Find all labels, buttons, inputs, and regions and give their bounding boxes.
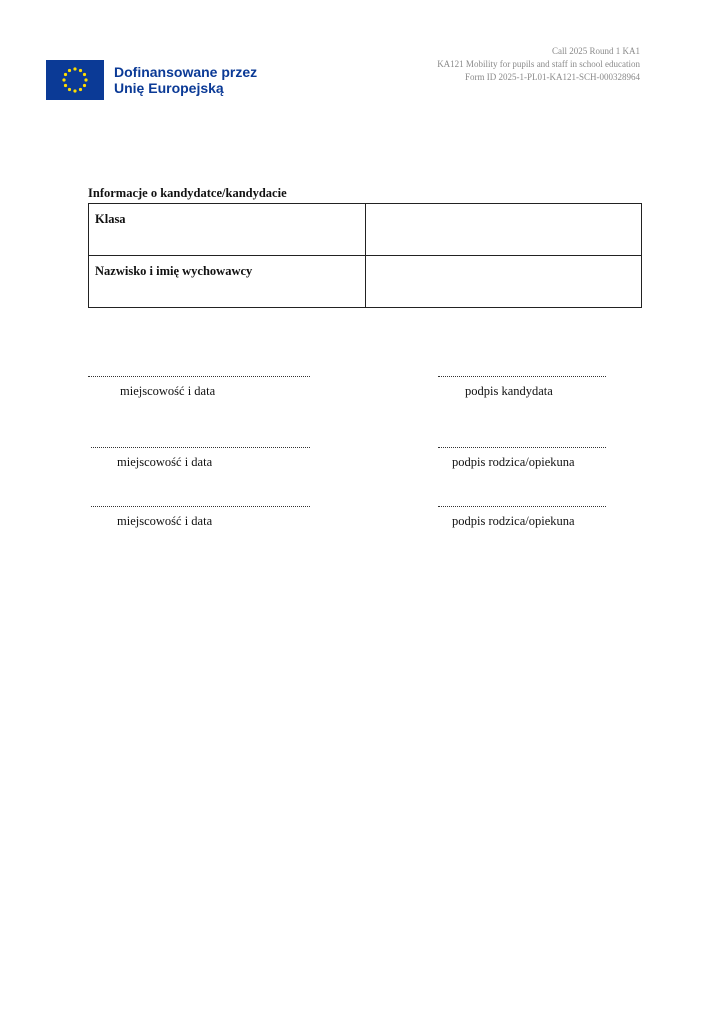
signature-line-left[interactable] — [91, 447, 310, 448]
section-title: Informacje o kandydatce/kandydacie — [88, 186, 287, 200]
signature-label: podpis rodzica/opiekuna — [452, 514, 575, 528]
eu-funding-logo — [46, 60, 257, 100]
document-header-info — [437, 45, 640, 84]
signature-row — [0, 370, 722, 410]
logo-text-line1: Dofinansowane przez — [114, 64, 258, 80]
row-label-class: Klasa — [89, 204, 366, 256]
programme-text: KA121 Mobility for pupils and staff in school education — [437, 59, 640, 69]
call-text: Call 2025 Round 1 KA1 — [551, 46, 640, 56]
place-date-label: miejscowość i data — [117, 455, 213, 469]
signature-line-right[interactable] — [438, 376, 606, 377]
signature-line-right[interactable] — [438, 447, 606, 448]
place-date-label: miejscowość i data — [120, 384, 216, 398]
signature-label: podpis rodzica/opiekuna — [452, 455, 575, 469]
signature-label: podpis kandydata — [465, 384, 553, 398]
row-label-tutor: Nazwisko i imię wychowawcy — [89, 256, 366, 308]
table-row — [89, 256, 642, 308]
signature-line-left[interactable] — [88, 376, 310, 377]
eu-flag-icon — [46, 60, 104, 100]
candidate-info-table — [88, 203, 642, 308]
place-date-label: miejscowość i data — [117, 514, 213, 528]
logo-text-line2: Unię Europejską — [114, 80, 224, 96]
row-value-class[interactable] — [365, 204, 642, 256]
row-value-tutor[interactable] — [365, 256, 642, 308]
signature-row — [0, 500, 722, 540]
signature-line-left[interactable] — [91, 506, 310, 507]
table-row — [89, 204, 642, 256]
signature-row — [0, 441, 722, 481]
form-id-text: Form ID 2025-1-PL01-KA121-SCH-000328964 — [465, 72, 640, 82]
signature-line-right[interactable] — [438, 506, 606, 507]
